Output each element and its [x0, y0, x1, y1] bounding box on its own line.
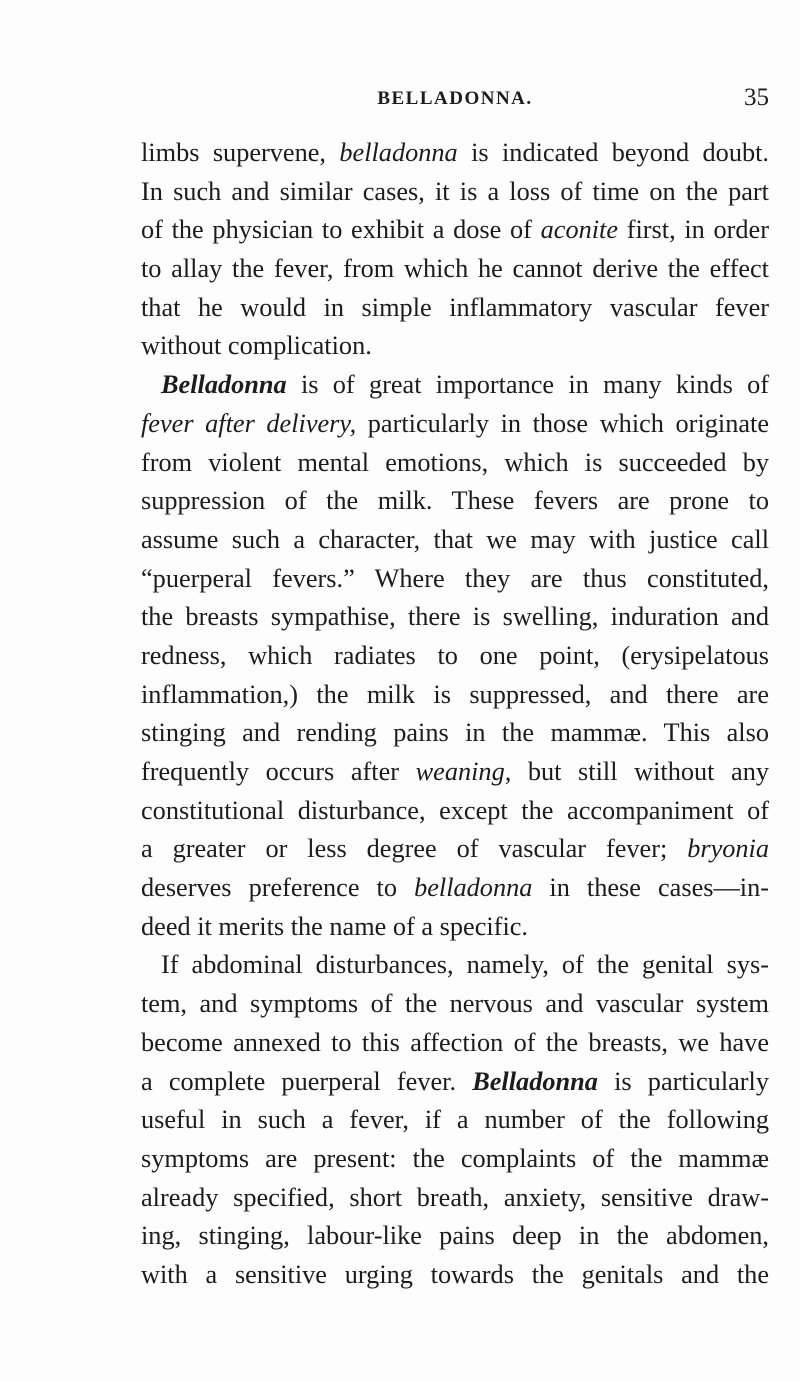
text-run: is particularly: [597, 1066, 770, 1096]
text-run: In such and similar cases, it is a loss of time on the part: [141, 176, 769, 206]
emphasized-text: Belladonna: [161, 370, 287, 400]
text-line: [141, 908, 769, 947]
text-line: [141, 1217, 769, 1256]
text-run: If abdominal disturbances, namely, of the genital sys-: [161, 950, 769, 980]
emphasized-text: bryonia: [687, 834, 769, 864]
text-run: with a sensitive urging towards the genitals and the: [141, 1259, 769, 1289]
text-run: is indicated beyond doubt.: [457, 138, 769, 167]
text-run: that he would in simple inflammatory vascular fever: [141, 292, 769, 322]
text-run: tem, and symptoms of the nervous and vascular system: [141, 989, 769, 1019]
emphasized-text: Belladonna: [472, 1066, 598, 1096]
text-line: [141, 444, 769, 483]
text-line: [141, 598, 769, 637]
text-run: a complete puerperal fever.: [141, 1066, 473, 1096]
text-run: assume such a character, that we may with justice call: [141, 524, 769, 554]
text-run: a greater or less degree of vascular fever;: [141, 834, 688, 864]
text-line: [141, 985, 769, 1024]
text-line: [141, 173, 769, 212]
page-number: 35: [744, 84, 769, 111]
text-line: [141, 560, 769, 599]
text-line: [141, 289, 769, 328]
text-line: [141, 250, 769, 289]
text-run: limbs supervene,: [141, 138, 340, 167]
running-head: BELLADONNA.: [377, 88, 533, 109]
text-run: stinging and rending pains in the mammæ. This also: [141, 718, 769, 748]
text-run: without complication.: [141, 331, 372, 361]
emphasized-text: weaning,: [415, 757, 512, 786]
text-run: of the physician to exhibit a dose of: [141, 215, 541, 245]
text-line: [141, 1101, 769, 1140]
text-line: [141, 753, 769, 792]
text-line: [141, 676, 769, 715]
text-line: [141, 211, 769, 250]
text-run: the breasts sympathise, there is swelling, induration and: [141, 602, 769, 632]
text-line: [141, 946, 769, 985]
emphasized-text: aconite: [540, 215, 619, 245]
text-line: [141, 1179, 769, 1218]
text-line: [141, 830, 769, 869]
text-run: deed it merits the name of a specific.: [141, 911, 528, 941]
text-line: [141, 1256, 769, 1295]
text-run: constitutional disturbance, except the accompaniment of: [141, 795, 769, 825]
text-run: deserves preference to: [141, 873, 415, 903]
text-run: symptoms are present: the complaints of the mammæ: [141, 1143, 769, 1173]
text-run: inflammation,) the milk is suppressed, and there are: [141, 679, 769, 709]
text-run: in these cases—in-: [532, 873, 769, 903]
text-run: become annexed to this affection of the breasts, we have: [141, 1027, 769, 1057]
text-line: [141, 134, 769, 173]
text-line: [141, 869, 769, 908]
text-run: redness, which radiates to one point, (erysipelatous: [141, 640, 769, 670]
text-line: [141, 1140, 769, 1179]
text-run: is of great importance in many kinds of: [286, 370, 769, 400]
text-run: “puerperal fevers.” Where they are thus constituted,: [141, 563, 769, 593]
text-line: [141, 1024, 769, 1063]
text-line: [141, 521, 769, 560]
text-run: but still without any: [511, 757, 769, 786]
text-line: [141, 482, 769, 521]
text-run: first, in order: [618, 215, 769, 245]
text-run: useful in such a fever, if a number of the following: [141, 1105, 769, 1135]
text-line: [141, 792, 769, 831]
text-line: [141, 1063, 769, 1102]
emphasized-text: belladonna: [414, 873, 533, 903]
text-run: particularly in those which originate: [356, 408, 770, 438]
text-run: already specified, short breath, anxiety, sensitive draw-: [141, 1182, 769, 1212]
text-run: frequently occurs after: [141, 757, 416, 786]
text-run: from violent mental emotions, which is succeeded by: [141, 447, 769, 477]
text-line: [141, 366, 769, 405]
page-header: [141, 84, 769, 116]
text-run: ing, stinging, labour-like pains deep in the abdomen,: [141, 1221, 769, 1251]
text-run: to allay the fever, from which he cannot derive the effect: [141, 254, 769, 284]
body-text: [141, 134, 769, 1295]
text-line: [141, 714, 769, 753]
text-line: [141, 327, 769, 366]
text-run: suppression of the milk. These fevers are prone to: [141, 486, 769, 516]
text-line: [141, 405, 769, 444]
text-line: [141, 637, 769, 676]
emphasized-text: fever after delivery,: [141, 408, 357, 438]
emphasized-text: belladonna: [339, 138, 458, 167]
